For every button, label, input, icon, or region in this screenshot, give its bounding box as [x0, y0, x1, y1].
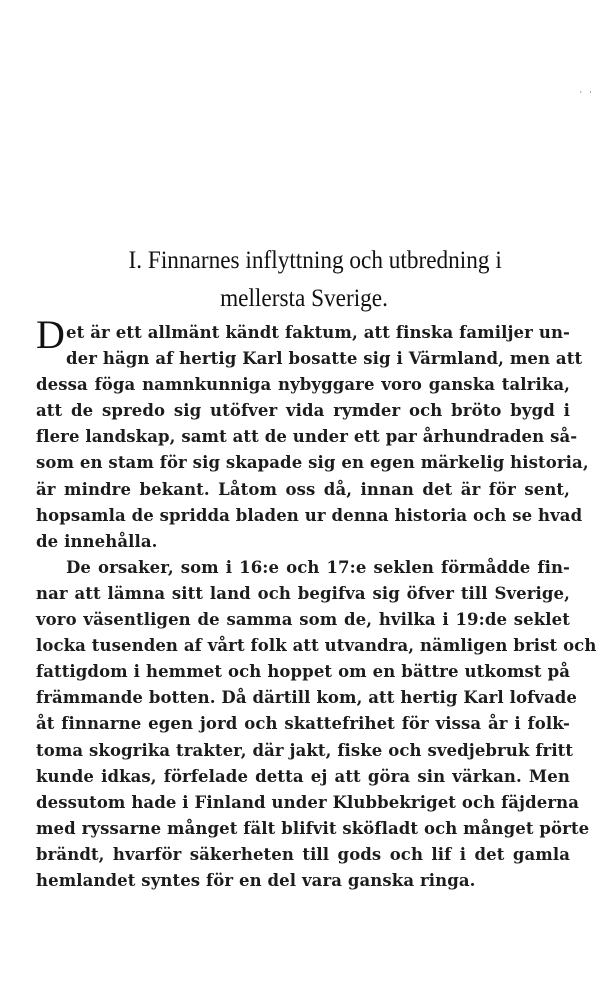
text-line: flere landskap, samt att de under ett par århundraden så- [36, 427, 578, 447]
chapter-title-line-1: Finnarnes inflyttning och utbredning i [147, 247, 502, 274]
paragraph-1 [36, 312, 589, 555]
text-line: de innehålla. [36, 531, 158, 551]
chapter-number: I. [128, 247, 143, 274]
text-line: främmande botten. Då därtill kom, att hertig Karl lofvade [36, 688, 578, 708]
page-specks: · · [579, 88, 594, 98]
text-line: åt finnarne egen jord och skattefrihet för vissa år i folk- [36, 714, 570, 734]
body-text [36, 312, 597, 894]
text-line: med ryssarne månget fält blifvit sköfladt och månget pörte [36, 818, 590, 838]
drop-cap: D [36, 312, 65, 357]
text-line: dessutom hade i Finland under Klubbekriget och fäjderna [36, 792, 580, 812]
text-line: locka tusenden af vårt folk att utvandra, nämligen brist och [36, 636, 597, 656]
text-line: Det är ett allmänt kändt faktum, att finska familjer un- [36, 312, 570, 357]
text-line: toma skogrika trakter, där jakt, fiske och svedjebruk fritt [36, 740, 574, 760]
text-line: att de spredo sig utöfver vida rymder och bröto bygd i [36, 401, 570, 421]
chapter-heading-line-1 [44, 242, 587, 280]
text-line: som en stam för sig skapade sig en egen märkelig historia, [36, 453, 589, 473]
text-line: nar att lämna sitt land och begifva sig öfver till Sverige, [36, 583, 570, 603]
text-line: är mindre bekant. Låtom oss då, innan det är för sent, [36, 479, 570, 499]
text-line: De orsaker, som i 16:e och 17:e seklen förmådde fin- [66, 557, 570, 577]
paragraph-2 [36, 555, 597, 894]
text-line: kunde idkas, förfelade detta ej att göra sin värkan. Men [36, 766, 570, 786]
text-line: voro väsentligen de samma som de, hvilka i 19:de seklet [36, 610, 570, 630]
chapter-heading [21, 242, 586, 318]
text-line: fattigdom i hemmet och hoppet om en bättre utkomst på [36, 662, 570, 682]
text-line: der hägn af hertig Karl bosatte sig i Värmland, men att [66, 349, 583, 369]
text-line: dessa föga namnkunniga nybyggare voro ganska talrika, [36, 375, 570, 395]
text-line: hopsamla de spridda bladen ur denna historia och se hvad [36, 505, 583, 525]
chapter-title-line-2: mellersta Sverige. [220, 285, 388, 312]
text-line: brändt, hvarför säkerheten till gods och lif i det gamla [36, 844, 570, 864]
text-line: hemlandet syntes för en del vara ganska ringa. [36, 870, 476, 890]
